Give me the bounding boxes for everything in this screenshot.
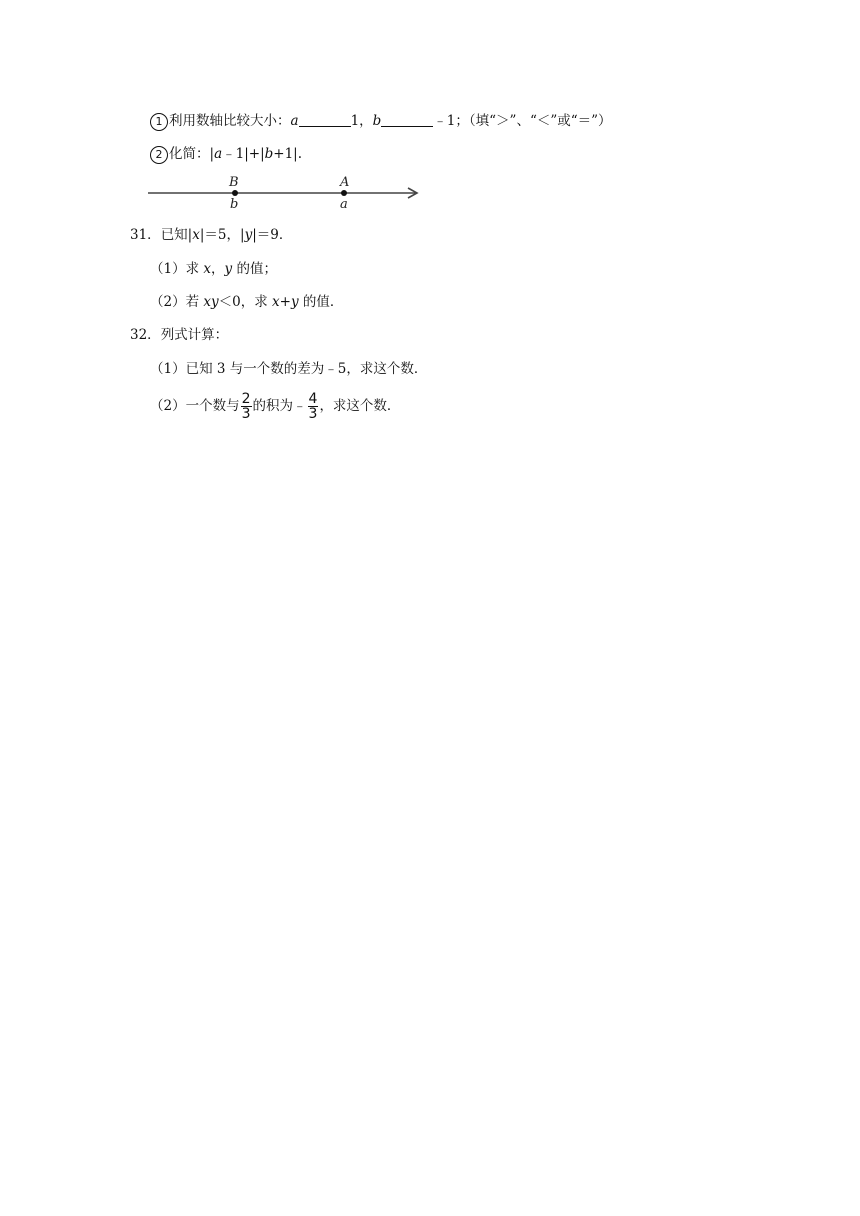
point-a-dot <box>341 190 347 196</box>
q31-p2-label: （2）若 <box>150 294 200 310</box>
q30-part2-mid: ﹣1|+| <box>222 146 265 162</box>
point-a-label: A <box>340 175 350 190</box>
q30-part1-cmp-a: 1， <box>350 113 373 129</box>
q31-p2-mid: ＜0，求 <box>218 294 268 310</box>
q32-stem <box>130 325 228 345</box>
point-b-sublabel: b <box>230 197 239 212</box>
q32-title: 列式计算： <box>160 327 229 343</box>
q31-p1-post: 的值； <box>236 261 277 277</box>
fraction-two-thirds <box>241 392 252 421</box>
answer-blank-a[interactable] <box>299 112 351 127</box>
var-x: x <box>203 261 212 277</box>
circled-marker-2: 2 <box>150 146 168 164</box>
number-line-figure <box>146 172 424 212</box>
q31-text-mid: |＝5，| <box>199 227 245 243</box>
var-b: b <box>372 113 382 129</box>
q30-part1-cmp-b: ﹣1；（填“＞”、“＜”或“＝”） <box>433 113 612 129</box>
q32-part2 <box>150 389 400 423</box>
var-x: x <box>272 294 280 310</box>
var-x: x <box>192 227 200 243</box>
q31-p2-plus: + <box>279 294 291 310</box>
q30-part1-prefix: 利用数轴比较大小： <box>169 113 291 129</box>
q31-p2-post: 的值． <box>302 294 344 310</box>
var-y: y <box>290 294 299 310</box>
fraction-numerator: 4 <box>308 391 318 407</box>
fraction-denominator: 3 <box>308 406 318 422</box>
var-xy: xy <box>203 294 219 310</box>
q32-number: 32． <box>130 327 161 343</box>
answer-blank-b[interactable] <box>381 112 433 127</box>
point-b-label: B <box>229 175 239 190</box>
var-a: a <box>214 146 223 162</box>
q31-part1 <box>150 259 277 279</box>
q31-p1-sep: ， <box>211 261 225 277</box>
q31-text-pre: 已知| <box>160 227 193 243</box>
q31-p1-label: （1）求 <box>150 261 200 277</box>
q31-part2 <box>150 292 343 312</box>
fraction-denominator: 3 <box>241 406 251 422</box>
q32-p2-post: ，求这个数． <box>319 398 401 414</box>
fraction-numerator: 2 <box>241 391 251 407</box>
circled-marker-1: 1 <box>150 113 168 131</box>
q30-part2-suffix: +1|. <box>273 146 303 162</box>
var-y: y <box>244 227 253 243</box>
q32-part1 <box>150 359 427 379</box>
q31-stem <box>130 225 292 245</box>
var-a: a <box>290 113 299 129</box>
q31-number: 31． <box>130 227 161 243</box>
var-b: b <box>264 146 274 162</box>
q32-p2-mid: 的积为﹣ <box>252 398 307 414</box>
q30-part1-line <box>150 111 612 131</box>
q30-part2-line <box>150 144 302 164</box>
point-b-dot <box>232 190 238 196</box>
q30-part2-prefix: 化简：| <box>169 146 215 162</box>
q32-p2-pre: （2）一个数与 <box>150 398 240 414</box>
q31-text-post: |＝9． <box>252 227 293 243</box>
q32-p1-text: （1）已知 3 与一个数的差为﹣5，求这个数． <box>150 361 428 377</box>
fraction-four-thirds <box>308 392 319 421</box>
var-y: y <box>224 261 233 277</box>
point-a-sublabel: a <box>340 197 348 212</box>
